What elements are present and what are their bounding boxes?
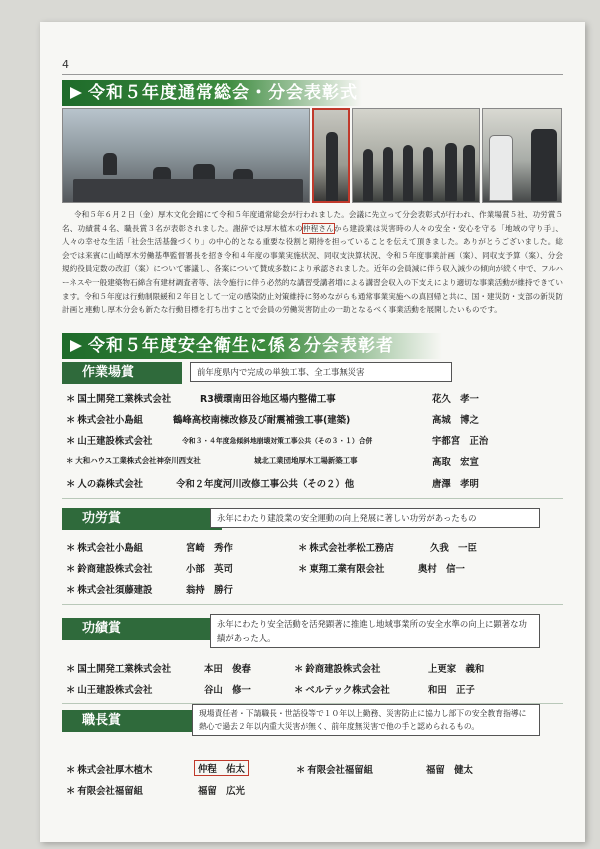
banner-safety-awards-title: 令和５年度安全衛生に係る分会表彰者	[88, 336, 394, 356]
worksite-row-3: ＊ 山王建設株式会社	[66, 436, 153, 447]
worksite-row-2-person: 高城 博之	[432, 415, 479, 426]
divider	[62, 498, 563, 499]
worksite-row-5-project: 令和２年度河川改修工事公共（その２）他	[176, 479, 355, 490]
achievement-row-2-person2: 和田 正子	[428, 685, 475, 696]
foreman-row-1: ＊ 株式会社厚木植木	[66, 765, 153, 776]
section-head-foreman-award: 職長賞	[62, 710, 210, 732]
banner-safety-awards	[62, 333, 442, 359]
worksite-row-4-person: 高取 宏宣	[432, 457, 479, 468]
achievement-row-1-company2: ＊ 鈴商建設株式会社	[294, 664, 381, 675]
worksite-row-5: ＊ 人の森株式会社	[66, 479, 144, 490]
intro-text-before: 令和５年６月２日（金）厚木文化会館にて令和５年度通常総会が行われました。会議に先立って分会表彰式が行われ、作業場賞５社、功労賞５名、功績賞４名、職長賞３名が表彰されました。謝辞では厚木植木の	[62, 210, 563, 233]
worksite-row-1: ＊ 国土開発工業株式会社	[66, 394, 172, 405]
page-number: 4	[62, 58, 69, 71]
merit-award-criteria: 永年にわたり建設業の安全運動の向上発展に著しい功労があったもの	[210, 508, 540, 528]
foreman-award-criteria: 現場責任者・下請職長・世話役等で１０年以上勤務、災害防止に協力し部下の安全教育指導に熱心で過去２年以内重大災害が無く、前年度無災害で他の手と認められるもの。	[192, 704, 540, 736]
merit-row-1-person: 宮崎 秀作	[186, 543, 233, 554]
achievement-award-criteria: 永年にわたり安全活動を活発顕著に推進し地域事業所の安全水準の向上に顕著な功績があった人。	[210, 614, 540, 648]
worksite-row-4-project: 城北工業団地厚木工場新築工事	[254, 456, 358, 465]
worksite-row-1-project: R3横環南田谷地区場内整備工事	[200, 394, 336, 405]
worksite-row-3-person: 宇都宮 正治	[432, 436, 489, 447]
worksite-row-4: ＊ 大和ハウス工業株式会社神奈川西支社	[66, 456, 201, 465]
merit-row-3: ＊ 株式会社須藤建設	[66, 585, 153, 596]
achievement-row-2: ＊ 山王建設株式会社	[66, 685, 153, 696]
banner-general-meeting	[62, 80, 362, 106]
photo-speaker	[312, 108, 350, 203]
banner-general-meeting-title: 令和５年度通常総会・分会表彰式	[88, 83, 358, 103]
highlighted-name: 仲程さん	[302, 223, 334, 233]
foreman-row-2: ＊ 有限会社福留組	[66, 786, 144, 797]
achievement-row-1-person: 本田 俊春	[204, 664, 251, 675]
banner-marker-icon	[70, 340, 82, 352]
foreman-row-1-company2: ＊ 有限会社福留組	[296, 765, 374, 776]
banner-marker-icon	[70, 87, 82, 99]
achievement-row-2-person: 谷山 修一	[204, 685, 251, 696]
achievement-row-1: ＊ 国土開発工業株式会社	[66, 664, 172, 675]
merit-row-2: ＊ 鈴商建設株式会社	[66, 564, 153, 575]
merit-row-1-person2: 久我 一臣	[430, 543, 477, 554]
divider	[62, 604, 563, 605]
photo-award-recipients	[352, 108, 480, 203]
intro-text-after: から建設業は災害時の人々の安全・安心を守る「地域の守り手」、人々の幸せな生活「社会生活基盤づくり」の中心的となる重要な役割と期待を担っていることを伝えて頂きました。ありがとうございました。総会では来賓に山崎厚木労働基準監督署長を招き令和４年度の事業実施状況、同収支決算状況、令和５年度事業計画（案）、同収支予算（案）、分会規約役員定数の改訂（案）について審議し、各案について賛成多数により承認されました。近年の会員減に伴う収入減少の傾向が続く中で、フルハーネスや一般建築物石綿含有建材調査者等、法令施行に伴う必然的な講習受講者増による講習会収入の下支えにより適切な事業活動が維持できています。令和５年度は行動制限緩和２年目として一定の感染防止対策維持に努めながらも通常事業実施への真回帰と共に、国・建災防・支部の新災防計画と連動し厚木分会も新たな行動目標を打ち出すことで会員の労働災害防止の一助となるべく事業活動を展開したいものです。	[62, 223, 564, 315]
worksite-row-2-project: 鶴峰高校南棟改修及び耐震補強工事(建築)	[173, 415, 351, 426]
merit-row-2-person: 小部 英司	[186, 564, 233, 575]
section-head-merit-award: 功労賞	[62, 508, 222, 530]
foreman-row-2-person: 福留 広光	[198, 786, 245, 797]
merit-row-2-person2: 奥村 信一	[418, 564, 465, 575]
merit-row-1: ＊ 株式会社小島組	[66, 543, 144, 554]
achievement-row-1-person2: 上更家 義和	[428, 664, 485, 675]
merit-row-1-company2: ＊ 株式会社孝松工務店	[298, 543, 394, 554]
photo-meeting-hall	[62, 108, 310, 203]
foreman-row-1-person: 仲程 佑太	[194, 760, 249, 776]
header-rule	[62, 74, 563, 75]
merit-row-2-company2: ＊ 東翔工業有限会社	[298, 564, 385, 575]
worksite-award-criteria: 前年度県内で完成の単独工事、全工事無災害	[190, 362, 452, 382]
merit-row-3-person: 翁持 勝行	[186, 585, 233, 596]
section-head-worksite-award: 作業場賞	[62, 362, 182, 384]
worksite-row-2: ＊ 株式会社小島組	[66, 415, 144, 426]
page	[40, 22, 585, 842]
photo-thank-you-speech	[482, 108, 562, 203]
foreman-row-1-person2: 福留 健太	[426, 765, 473, 776]
meeting-report-text	[62, 208, 563, 317]
worksite-row-3-project: 令和３・４年度急傾斜地崩壊対策工事公共（その３・１）合併	[182, 437, 373, 445]
worksite-row-5-person: 唐澤 孝明	[432, 479, 479, 490]
achievement-row-2-company2: ＊ ベルテック株式会社	[294, 685, 390, 696]
worksite-row-1-person: 花久 孝一	[432, 394, 479, 405]
section-head-achievement-award: 功績賞	[62, 618, 222, 640]
